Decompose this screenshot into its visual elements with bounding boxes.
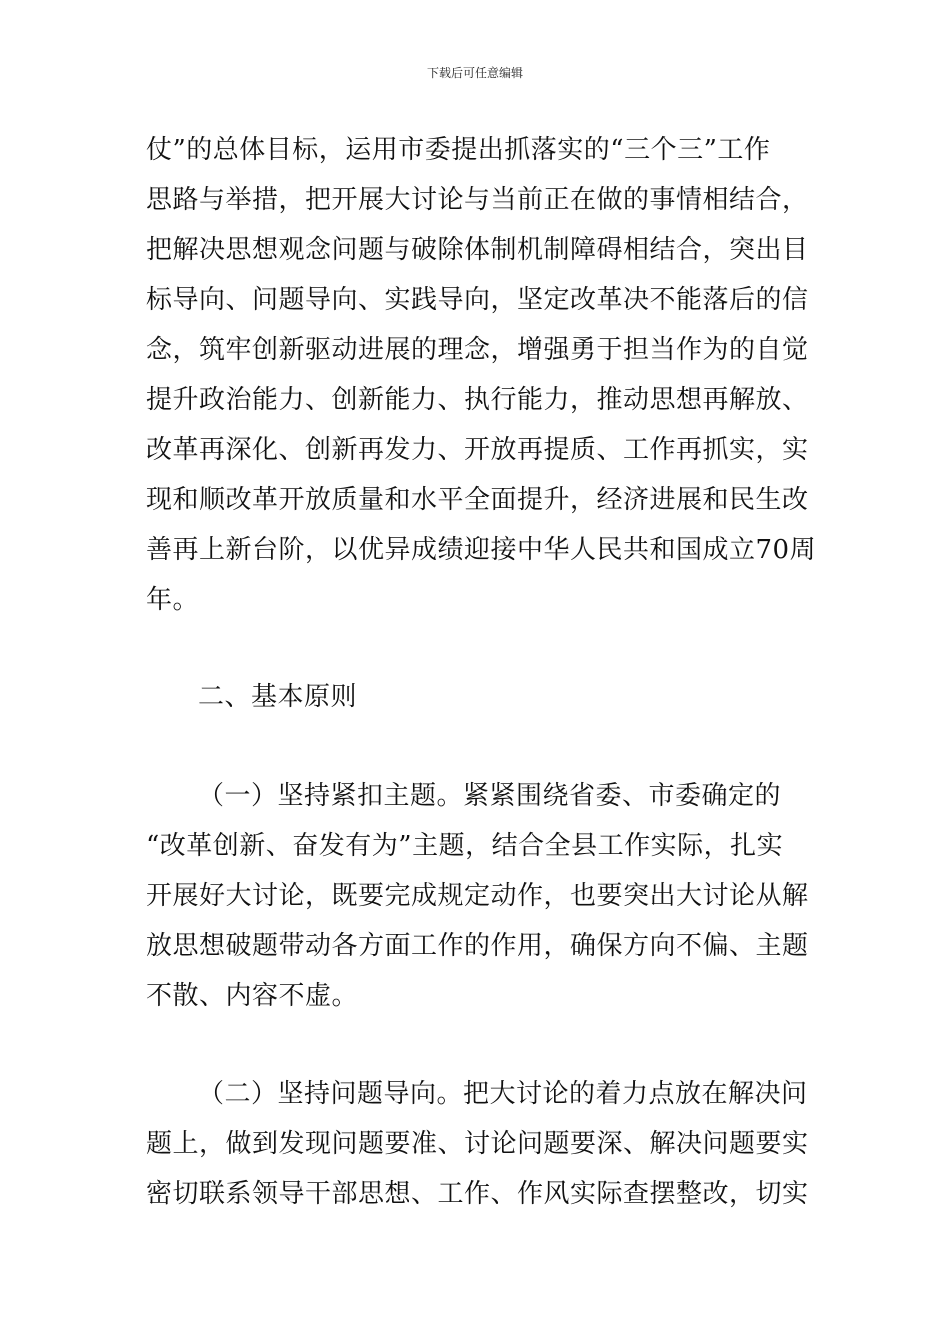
text-line: 提升政治能力、创新能力、执行能力，推动思想再解放、 — [146, 385, 809, 415]
text-line: 标导向、问题导向、实践导向，坚定改革决不能落后的信 — [146, 285, 809, 315]
text-line: 年。 — [146, 585, 200, 615]
text-line: 题上，做到发现问题要准、讨论问题要深、解决问题要实 — [146, 1129, 809, 1159]
text-line: 善再上新台阶，以优异成绩迎接中华人民共和国成立70周 — [146, 535, 817, 565]
text-line: 念，筑牢创新驱动进展的理念，增强勇于担当作为的自觉 — [146, 335, 809, 365]
text-line: 开展好大讨论，既要完成规定动作，也要突出大讨论从解 — [146, 881, 809, 911]
text-line: 思路与举措，把开展大讨论与当前正在做的事情相结合， — [146, 185, 809, 215]
text-line: “改革创新、奋发有为”主题，结合全县工作实际，扎实 — [146, 831, 784, 861]
text-line: 放思想破题带动各方面工作的作用，确保方向不偏、主题 — [146, 931, 809, 961]
section-heading: 二、基本原则 — [198, 682, 358, 712]
text-line: 把解决思想观念问题与破除体制机制障碍相结合，突出目 — [146, 235, 809, 265]
text-line: 密切联系领导干部思想、工作、作风实际查摆整改，切实 — [146, 1179, 809, 1209]
text-line: （一）坚持紧扣主题。紧紧围绕省委、市委确定的 — [198, 781, 782, 811]
page-header: 下载后可任意编辑 — [426, 66, 523, 80]
text-line: 改革再深化、创新再发力、开放再提质、工作再抓实，实 — [146, 435, 809, 465]
text-line: 不散、内容不虚。 — [146, 981, 359, 1011]
text-line: 现和顺改革开放质量和水平全面提升，经济进展和民生改 — [146, 485, 809, 515]
text-line: （二）坚持问题导向。把大讨论的着力点放在解决问 — [198, 1079, 808, 1109]
text-line: 仗”的总体目标，运用市委提出抓落实的“三个三”工作 — [146, 135, 771, 165]
